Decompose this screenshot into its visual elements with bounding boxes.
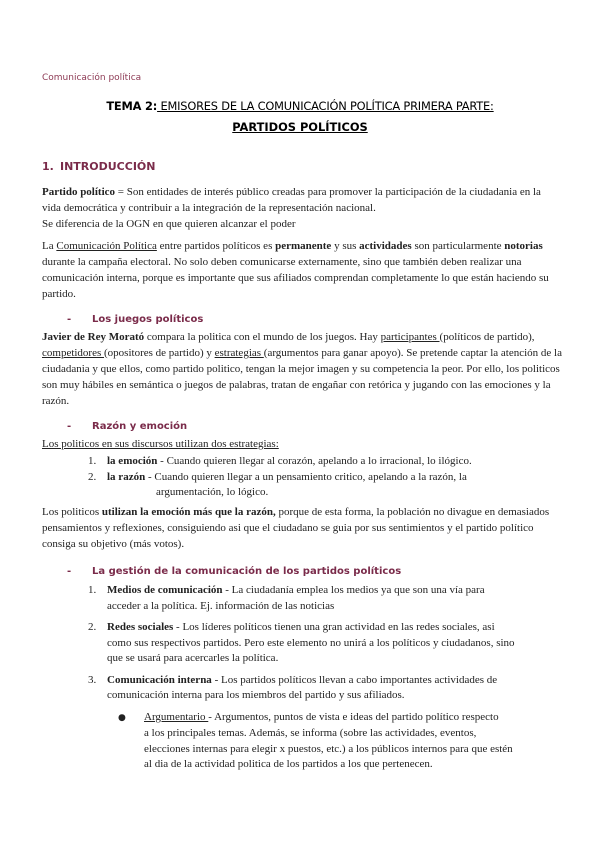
list-number: 1. bbox=[88, 455, 97, 467]
list-item-text: - Cuando quieren llegar al corazón, apelando a lo irracional, lo ilógico. bbox=[157, 455, 472, 467]
emocion-bold: utilizan la emoción más que la razón, bbox=[101, 506, 276, 518]
intro-term: Partido político bbox=[42, 186, 116, 198]
intro-paragraph bbox=[42, 184, 562, 232]
list-item-redes bbox=[107, 621, 495, 633]
subsection-dash: - bbox=[67, 421, 72, 432]
section-heading-introduccion bbox=[42, 160, 155, 173]
list-item-emocion bbox=[107, 455, 472, 467]
bullet-continuation: al dia de la actividad politica de los partidos a los que pertenecen. bbox=[144, 758, 433, 770]
bullet-continuation: a los principales temas. Además, se informa (sobre las actividades, eventos, bbox=[144, 727, 477, 739]
author-name: Javier de Rey Morató bbox=[42, 331, 145, 343]
para2-bold-notorias: notorias bbox=[504, 240, 543, 252]
para2-text-e: durante la campaña electoral. No solo deben comunicarse externamente, sino que también deben realizar una comunicación interna, porque es importante que sus afiliados comprendan completamente lo que están haciendo su partido. bbox=[42, 256, 549, 300]
bullet-continuation: elecciones internas para elegir x puestos, etc.) a los públicos internos para que estén bbox=[144, 743, 513, 755]
juegos-underline-participantes: participantes bbox=[380, 331, 440, 343]
list-item-continuation: comunicación interna para los miembros del partido y sus afiliados. bbox=[107, 689, 405, 701]
intro-line3: Se diferencia de la OGN en que quieren alcanzar el poder bbox=[42, 218, 296, 230]
list-item-text: - Cuando quieren llegar a un pensamiento critico, apelando a la razón, la bbox=[145, 471, 467, 483]
list-item-bold: Medios de comunicación bbox=[107, 584, 223, 596]
para2-text-c: y sus bbox=[331, 240, 360, 252]
section-title: INTRODUCCIÓN bbox=[60, 160, 156, 173]
para2-text-d: son particularmente bbox=[411, 240, 505, 252]
subsection-dash: - bbox=[67, 566, 72, 577]
juegos-text-1: compara la politica con el mundo de los juegos. Hay bbox=[144, 331, 381, 343]
list-item-continuation: acceder a la política. Ej. información de las noticias bbox=[107, 600, 335, 612]
juegos-underline-estrategias: estrategias bbox=[214, 347, 264, 359]
list-item-bold: Redes sociales bbox=[107, 621, 174, 633]
list-item-bold: la emoción bbox=[107, 455, 158, 467]
juegos-paragraph bbox=[42, 329, 562, 409]
list-item-text: - La ciudadanía emplea los medios ya que son una vía para bbox=[222, 584, 485, 596]
list-number: 3. bbox=[88, 674, 97, 686]
bullet-term: Argumentario bbox=[144, 711, 209, 723]
emocion-paragraph bbox=[42, 504, 562, 552]
document-title bbox=[0, 99, 600, 113]
para2-bold-permanente: permanente bbox=[275, 240, 332, 252]
list-item-continuation: argumentación, lo lógico. bbox=[156, 486, 269, 498]
subsection-title-juegos: Los juegos políticos bbox=[92, 314, 204, 325]
list-item-bold: Comunicación interna bbox=[107, 674, 212, 686]
subsection-title-razon-emocion: Razón y emoción bbox=[92, 421, 188, 432]
emocion-text-2: porque de esta forma, la población no divague en demasiados pensamientos y reflexiones, consiguiendo asi que el ciudadano se guia por sus sentimientos y el partido político consiga su objetivo (más votos). bbox=[42, 506, 550, 550]
para2-link: Comunicación Política bbox=[56, 240, 157, 252]
strategies-intro: Los politicos en sus discursos utilizan dos estrategias: bbox=[42, 438, 279, 450]
subsection-dash: - bbox=[67, 314, 72, 325]
list-number: 2. bbox=[88, 621, 97, 633]
juegos-text-2: (políticos de partido), bbox=[439, 331, 535, 343]
juegos-text-4: (argumentos para ganar apoyo). Se pretende captar la atención de la ciudadania y que ellos, como partido politico, tengan la mejor imagen y su competencia la peor. Por ello, los politicos son muy hábiles en semántica o juegos de palabras, tratan de engañar con retórica y jugando con las emociones y la razón. bbox=[42, 347, 562, 407]
running-header: Comunicación política bbox=[42, 73, 142, 83]
list-number: 1. bbox=[88, 584, 97, 596]
juegos-text-3: (opositores de partido) y bbox=[104, 347, 215, 359]
list-number: 2. bbox=[88, 471, 97, 483]
list-item-text: - Los partidos políticos llevan a cabo importantes actividades de bbox=[211, 674, 498, 686]
bullet-text: - Argumentos, puntos de vista e ideas del partido político respecto bbox=[208, 711, 499, 723]
list-item-text: - Los líderes políticos tienen una gran actividad en las redes sociales, asi bbox=[173, 621, 495, 633]
list-item-continuation: como sus respectivos partidos. Pero este elemento no unirá a los políticos y ciudadanos, sino bbox=[107, 637, 515, 649]
emocion-text-1: Los politicos bbox=[42, 506, 102, 518]
section-number: 1. bbox=[42, 160, 54, 173]
list-item-razon bbox=[107, 471, 467, 483]
list-item-continuation: que se usará para acercarles la política. bbox=[107, 652, 279, 664]
juegos-underline-competidores: competidores bbox=[42, 347, 105, 359]
intro-definition: = Son entidades de interés público creadas para promover la participación de la ciudadania en la vida democrática y contribuir a la integración de la representación nacional. bbox=[42, 186, 541, 214]
list-item-medios bbox=[107, 584, 485, 596]
communication-paragraph bbox=[42, 238, 562, 302]
bullet-item-argumentario bbox=[144, 711, 499, 723]
list-item-bold: la razón bbox=[107, 471, 146, 483]
title-main: EMISORES DE LA COMUNICACIÓN POLÍTICA PRIMERA PARTE: bbox=[157, 99, 494, 113]
bullet-icon: ● bbox=[118, 713, 126, 723]
subsection-title-gestion: La gestión de la comunicación de los partidos políticos bbox=[92, 566, 402, 577]
list-item-interna bbox=[107, 674, 497, 686]
title-prefix: TEMA 2: bbox=[106, 99, 158, 113]
document-subtitle: PARTIDOS POLÍTICOS bbox=[232, 120, 368, 134]
para2-bold-actividades: actividades bbox=[359, 240, 412, 252]
para2-text-a: La bbox=[42, 240, 57, 252]
para2-text-b: entre partidos políticos es bbox=[156, 240, 276, 252]
